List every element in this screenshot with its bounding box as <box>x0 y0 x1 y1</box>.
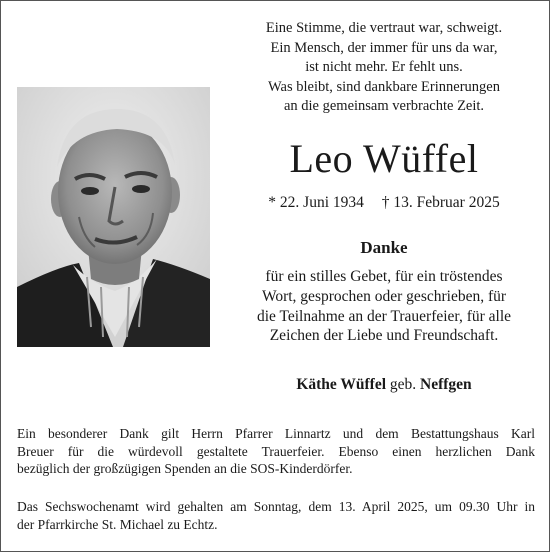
thanks-heading: Danke <box>360 238 408 257</box>
paragraph-line: Ein besonderer Dank gilt Herrn Pfarrer Linnartz und dem Bestattungshaus Karl <box>17 426 535 441</box>
thanks-text <box>229 267 539 346</box>
memorial-mass-paragraph <box>17 498 535 533</box>
paragraph-line: Breuer für die würdevoll gestaltete Trauerfeier. Ebenso einen herzlichen Dank <box>17 443 535 459</box>
deceased-name: Leo Wüffel <box>289 136 479 181</box>
poem-line: an die gemeinsam verbrachte Zeit. <box>283 98 485 114</box>
special-thanks-paragraph <box>17 425 535 478</box>
poem-line: Ein Mensch, der immer für uns da war, <box>270 39 498 56</box>
maiden-name: Neffgen <box>420 376 472 393</box>
signatory-name: Käthe Wüffel <box>296 376 387 393</box>
portrait-image <box>17 87 210 347</box>
thanks-line: für ein stilles Gebet, für ein tröstendes <box>265 268 503 285</box>
death-date: † 13. Februar 2025 <box>381 194 500 211</box>
thanks-line: Zeichen der Liebe und Freundschaft. <box>269 327 499 345</box>
birth-date: * 22. Juni 1934 <box>268 194 364 211</box>
thanks-line: Wort, gesprochen oder geschrieben, für <box>261 287 507 305</box>
signature <box>229 375 539 395</box>
thanks-line: die Teilnahme an der Trauerfeier, für alle <box>256 307 512 325</box>
paragraph-line: der Pfarrkirche St. Michael zu Echtz. <box>17 516 218 532</box>
memorial-poem <box>229 19 539 117</box>
life-dates <box>229 193 539 213</box>
poem-line: ist nicht mehr. Er fehlt uns. <box>305 59 463 75</box>
birth-prefix: geb. <box>389 376 417 393</box>
paragraph-line: bezüglich der großzügigen Spenden an die SOS-Kinderdörfer. <box>17 461 353 477</box>
portrait-photo <box>17 87 210 347</box>
poem-line: Was bleibt, sind dankbare Erinnerungen <box>268 78 500 95</box>
paragraph-line: Das Sechswochenamt wird gehalten am Sonntag, dem 13. April 2025, um 09.30 Uhr in <box>17 499 535 514</box>
poem-line: Eine Stimme, die vertraut war, schweigt. <box>265 20 503 36</box>
